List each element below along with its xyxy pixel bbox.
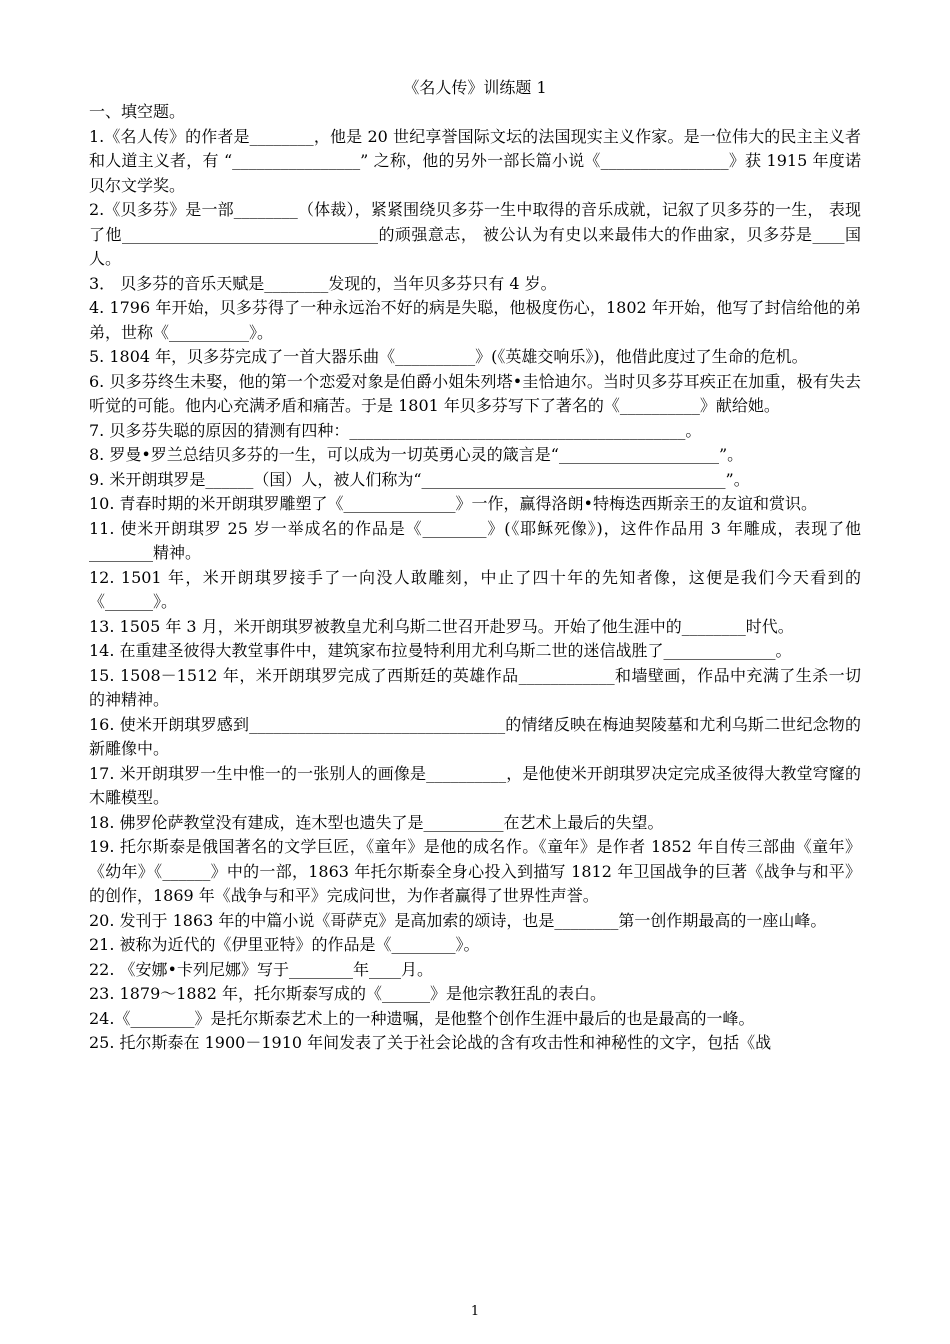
question-2: 2.《贝多芬》是一部________（体裁），紧紧围绕贝多芬一生中取得的音乐成就，记叙了贝多芬的一生， 表现了他________________________________的顽强意志， 被公认为有史以来最伟大的作曲家，贝多芬是____国人。	[89, 200, 861, 268]
page-number: 1	[470, 1304, 480, 1319]
question-10: 10. 青春时期的米开朗琪罗雕塑了《______________》一作，赢得洛朗•特梅迭西斯亲王的友谊和赏识。	[89, 494, 817, 513]
question-11: 11. 使米开朗琪罗 25 岁一举成名的作品是《________》(《耶稣死像》)，这件作品用 3 年雕成，表现了他________精神。	[89, 518, 861, 562]
question-18: 18. 佛罗伦萨教堂没有建成，连木型也遗失了是__________在艺术上最后的失望。	[89, 812, 664, 832]
question-4: 4. 1796 年开始，贝多芬得了一种永远治不好的病是失聪，他极度伤心，1802 年开始，他写了封信给他的弟弟，世称《__________》。	[89, 298, 861, 342]
section-heading: 一、填空题。	[89, 102, 186, 121]
document-body	[89, 100, 861, 1056]
question-19: 19. 托尔斯泰是俄国著名的文学巨匠，《童年》是他的成名作。《童年》是作者 1852 年自传三部曲《童年》《幼年》《______》中的一部，1863 年托尔斯泰全身心投入到描写 1812 年卫国战争的巨著《战争与和平》的创作，1869 年《战争与和平》完成问世，为作者赢得了世界性声誉。	[89, 837, 861, 905]
question-12: 12. 1501 年，米开朗琪罗接手了一向没人敢雕刻，中止了四十年的先知者像，这便是我们今天看到的《______》。	[89, 567, 861, 611]
question-14: 14. 在重建圣彼得大教堂事件中，建筑家布拉曼特利用尤利乌斯二世的迷信战胜了______________。	[89, 641, 792, 660]
question-24: 24.《________》是托尔斯泰艺术上的一种遗嘱，是他整个创作生涯中最后的也是最高的一峰。	[89, 1008, 755, 1028]
question-15: 15. 1508－1512 年，米开朗琪罗完成了西斯廷的英雄作品____________和墙壁画，作品中充满了生杀一切的神精神。	[89, 665, 861, 709]
question-3: 3． 贝多芬的音乐天赋是________发现的，当年贝多芬只有 4 岁。	[89, 273, 557, 293]
question-13: 13. 1505 年 3 月，米开朗琪罗被教皇尤利乌斯二世召开赴罗马。开始了他生涯中的________时代。	[89, 616, 794, 636]
question-21: 21. 被称为近代的《伊里亚特》的作品是《________》。	[89, 935, 480, 954]
question-9: 9. 米开朗琪罗是______（国）人，被人们称为“______________________________________”。	[89, 469, 750, 489]
page-title: 《名人传》训练题 1	[403, 78, 547, 97]
question-5: 5. 1804 年，贝多芬完成了一首大器乐曲《__________》(《英雄交响乐》)，他借此度过了生命的危机。	[89, 347, 808, 366]
question-22: 22. 《安娜•卡列尼娜》写于________年____月。	[89, 959, 433, 979]
question-6: 6. 贝多芬终生未娶，他的第一个恋爱对象是伯爵小姐朱列塔•圭恰迪尔。当时贝多芬耳疾正在加重，极有失去听觉的可能。他内心充满矛盾和痛苦。于是 1801 年贝多芬写下了著名的《__________》献给她。	[89, 371, 861, 415]
question-17: 17. 米开朗琪罗一生中惟一的一张别人的画像是__________，是他使米开朗琪罗决定完成圣彼得大教堂穹窿的木雕模型。	[89, 763, 861, 807]
question-1: 1.《名人传》的作者是________，他是 20 世纪享誉国际文坛的法国现实主义作家。是一位伟大的民主主义者和人道主义者，有 “________________” 之称，他的另外一部长篇小说《________________》获 1915 年度诺贝尔文学奖。	[89, 126, 861, 195]
question-20: 20. 发刊于 1863 年的中篇小说《哥萨克》是高加索的颂诗，也是________第一创作期最高的一座山峰。	[89, 910, 827, 930]
question-23: 23. 1879～1882 年，托尔斯泰写成的《______》是他宗教狂乱的表白。	[89, 984, 607, 1003]
question-8: 8. 罗曼•罗兰总结贝多芬的一生，可以成为一切英勇心灵的箴言是“____________________”。	[89, 445, 744, 464]
question-25: 25. 托尔斯泰在 1900－1910 年间发表了关于社会论战的含有攻击性和神秘性的文字，包括《战	[89, 1033, 772, 1052]
question-16: 16. 使米开朗琪罗感到________________________________的情绪反映在梅迪契陵墓和尤利乌斯二世纪念物的新雕像中。	[89, 714, 861, 758]
question-7: 7. 贝多芬失聪的原因的猜测有四种：__________________________________________。	[89, 420, 702, 440]
